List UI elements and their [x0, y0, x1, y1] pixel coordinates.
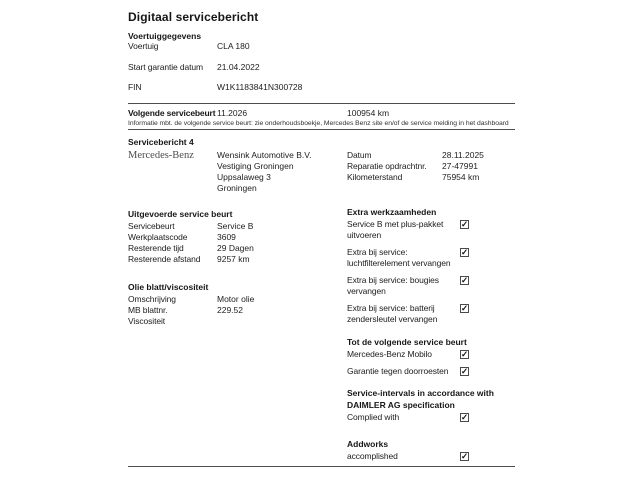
field-label: Datum	[347, 150, 372, 160]
field-row	[128, 316, 254, 327]
checklist-item-label: Mercedes-Benz Mobilo	[347, 349, 432, 359]
performed-service-heading: Uitgevoerde service beurt	[128, 209, 233, 219]
field-row	[128, 62, 302, 73]
service-intervals-heading-line1: Service-intervals in accordance with	[347, 388, 494, 398]
field-row	[128, 294, 254, 305]
field-label: Werkplaatscode	[128, 232, 188, 242]
field-label: Kilometerstand	[347, 172, 403, 182]
field-row	[128, 41, 302, 52]
field-label: FIN	[128, 82, 142, 92]
divider-line	[128, 129, 515, 130]
field-label: Viscositeit	[128, 316, 166, 326]
field-row	[128, 254, 254, 265]
dealer-street: Uppsalaweg 3	[217, 172, 271, 182]
field-label: Resterende tijd	[128, 243, 184, 253]
checklist-item	[347, 412, 472, 423]
service-report-details	[347, 150, 484, 183]
checkbox-icon[interactable]: ✓	[461, 219, 469, 229]
checkbox-icon[interactable]: ✓	[461, 275, 469, 285]
field-value: W1K1183841N300728	[217, 82, 303, 92]
field-value: Service B	[217, 221, 254, 231]
dealer-name: Wensink Automotive B.V.	[217, 150, 312, 160]
service-intervals-heading-line2: DAIMLER AG specification	[347, 400, 455, 410]
dealer-address	[217, 150, 312, 194]
checklist-item-label: Extra bij service: batterij zendersleutel vervangen	[347, 303, 438, 324]
field-label: Voertuig	[128, 41, 159, 51]
field-value: 75954 km	[442, 172, 480, 182]
extra-work-heading: Extra werkzaamheden	[347, 207, 437, 217]
field-label: Resterende afstand	[128, 254, 201, 264]
field-row	[128, 243, 254, 254]
service-intervals-heading	[347, 388, 494, 411]
addworks-heading: Addworks	[347, 439, 389, 449]
right-column	[347, 207, 494, 468]
checkbox-icon[interactable]: ✓	[461, 366, 469, 376]
dealer-city: Groningen	[217, 183, 257, 193]
checklist-item	[347, 219, 472, 241]
field-value: 28.11.2025	[442, 150, 484, 160]
checklist-item-label: Extra bij service: luchtfilterelement vervangen	[347, 247, 451, 268]
field-value: 229.52	[217, 305, 243, 315]
mercedes-benz-wordmark: Mercedes-Benz	[128, 150, 194, 161]
field-value: 21.04.2022	[217, 61, 260, 72]
checkbox-icon[interactable]: ✓	[461, 247, 469, 257]
divider-line	[128, 466, 515, 467]
field-row	[128, 82, 302, 93]
field-row	[128, 221, 254, 232]
field-label: Reparatie opdrachtnr.	[347, 161, 427, 171]
checklist-item	[347, 247, 472, 269]
field-row	[347, 172, 484, 183]
checklist-item-label: accomplished	[347, 451, 398, 461]
field-row	[347, 150, 484, 161]
next-service-date: 11.2026	[217, 108, 248, 118]
checklist-item	[347, 303, 472, 325]
checklist-item-label: Extra bij service: bougies vervangen	[347, 275, 439, 296]
field-value: 29 Dagen	[217, 243, 254, 253]
field-value: Motor olie	[217, 294, 255, 304]
field-label: Servicebeurt	[128, 221, 175, 231]
field-value: CLA 180	[217, 41, 250, 51]
vehicle-section	[128, 41, 302, 103]
field-value: 3609	[217, 232, 236, 242]
field-label: MB blattnr.	[128, 305, 168, 315]
checkbox-icon[interactable]: ✓	[461, 451, 469, 461]
checkbox-icon[interactable]: ✓	[461, 303, 469, 313]
checklist-item-label: Complied with	[347, 412, 400, 422]
checklist-item-label: Service B met plus-pakket uitvoeren	[347, 219, 444, 240]
dealer-branch: Vestiging Groningen	[217, 161, 294, 171]
field-label: Start garantie datum	[128, 61, 204, 72]
checkbox-icon[interactable]: ✓	[461, 349, 469, 359]
field-label: Omschrijving	[128, 294, 176, 304]
left-column	[128, 209, 254, 327]
field-row	[128, 232, 254, 243]
next-service-heading: Volgende servicebeurt	[128, 108, 216, 118]
next-service-distance: 100954 km	[347, 108, 390, 118]
field-row	[347, 161, 484, 172]
oil-section-heading: Olie blatt/viscositeit	[128, 282, 209, 292]
checklist-item	[347, 275, 472, 297]
field-value: 27-47991	[442, 161, 478, 171]
service-report-heading: Servicebericht 4	[128, 137, 194, 147]
next-service-info-text: Informatie mbt. de volgende service beurt: zie onderhoudsboekje, Mercedes Benz site en/of de service melding in het dashboard	[128, 120, 509, 127]
checklist-item-label: Garantie tegen doorroesten	[347, 366, 449, 376]
vehicle-section-heading: Voertuiggegevens	[128, 31, 202, 41]
next-service-row	[128, 108, 515, 119]
checkbox-icon[interactable]: ✓	[461, 412, 469, 422]
field-row	[128, 305, 254, 316]
checklist-item	[347, 366, 472, 377]
checklist-item	[347, 349, 472, 360]
checklist-item	[347, 451, 472, 462]
divider-line	[128, 103, 515, 104]
until-next-service-heading: Tot de volgende service beurt	[347, 337, 467, 347]
page-title: Digitaal servicebericht	[128, 10, 259, 24]
field-value: 9257 km	[217, 254, 250, 264]
